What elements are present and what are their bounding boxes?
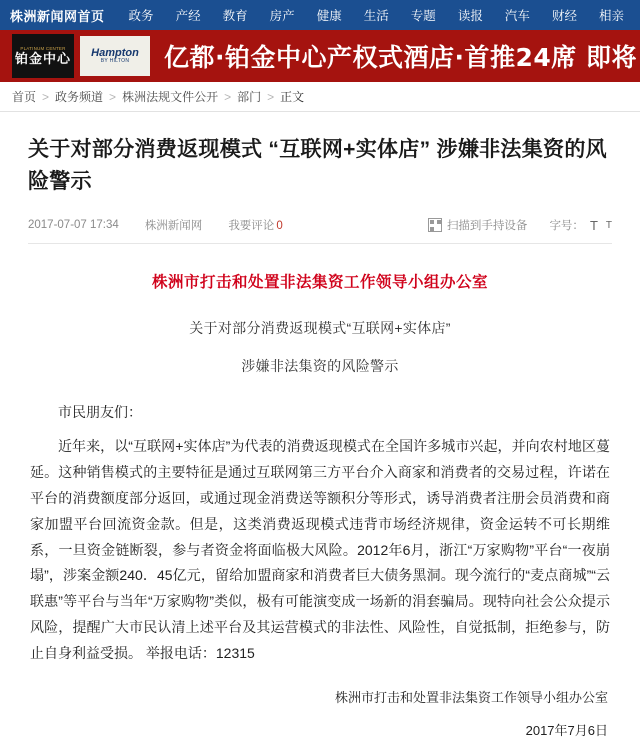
comment-count: 0 [276,220,283,232]
banner-logo-hampton [80,36,150,76]
site-logo-text[interactable]: 株洲新闻网首页 [10,8,105,24]
nav-item-2[interactable]: 教育 [222,9,248,23]
breadcrumb-separator-2: > [224,89,232,104]
banner-logo-hampton-name: Hampton [91,47,139,60]
nav-item-7[interactable]: 读报 [457,9,483,23]
advertisement-banner[interactable] [0,30,640,82]
banner-logo-platinum-big: 铂金中心 [14,50,71,66]
comment-label: 我要评论 [228,220,275,232]
nav-item-8[interactable]: 汽车 [504,9,530,23]
nav-item-1[interactable]: 产经 [175,9,201,23]
nav-item-9[interactable]: 财经 [551,9,577,23]
meta-tools [428,217,612,233]
nav-item-3[interactable]: 房产 [269,9,295,23]
breadcrumb-item-0[interactable]: 首页 [12,90,37,104]
article-body [0,270,640,739]
fontsize-label: 字号： [549,220,584,232]
article-header [0,134,640,244]
banner-logo-platinum-small: PLATINUM CENTER [20,45,66,51]
nav-item-0[interactable]: 政务 [128,9,154,23]
document-sign-date: 2017年7月6日 [525,723,608,739]
fontsize-small-button[interactable]: T [605,219,612,231]
breadcrumb-separator-0: > [42,89,50,104]
article-source: 株洲新闻网 [144,220,203,232]
breadcrumb-item-2[interactable]: 株洲法规文件公开 [122,90,219,104]
nav-item-6[interactable]: 专题 [410,9,436,23]
page-title: 关于对部分消费返现模式 “互联网+实体店” 涉嫌非法集资的风险警示 [28,138,607,193]
nav-item-5[interactable]: 生活 [363,9,389,23]
top-navigation-bar [0,0,640,30]
breadcrumb [0,82,640,112]
salutation: 市民朋友们： [58,404,142,420]
publish-date: 2017-07-07 17:34 [28,219,119,231]
nav-item-4[interactable]: 健康 [316,9,342,23]
article-meta-bar [28,217,612,244]
breadcrumb-separator-1: > [109,89,117,104]
document-subheading-line2: 涉嫌非法集资的风险警示 [241,358,399,374]
breadcrumb-item-1[interactable]: 政务频道 [55,90,104,104]
nav-item-10[interactable]: 相亲 [598,9,624,23]
fontsize-large-button[interactable]: T [589,217,598,233]
article-paragraph-0: 近年来，以“互联网+实体店”为代表的消费返现模式在全国许多城市兴起，并向农村地区蔓延。这种销售模式的主要特征是通过互联网第三方平台介入商家和消费者的交易过程，许诺在平台的消费额度部分返回，或通过现金消费送等额积分等形式，诱导消费者注册会员消费和商家加盟平台回流资金款。但是，这类消费返现模式违背市场经济规律，资金运转不可长期维系，一旦资金链断裂，参与者资金将面临极大风险。2012年6月，浙江“万家购物”平台“一夜崩塌”，涉案金额240．45亿元，留给加盟商家和消费者巨大债务黑洞。现今流行的“麦点商城”“云联惠”等平台与当年“万家购物”类似，极有可能演变成一场新的涓套骗局。现特向社会公众提示风险，提醒广大市民认清上述平台及其运营模式的非法性、风险性，自觉抵制，拒绝参与，防止自身利益受损。 举报电话：12315 [30,438,610,662]
banner-logo-hampton-sub: BY HILTON [100,58,130,65]
top-nav-links [119,6,640,24]
qr-code-icon[interactable] [428,218,442,232]
document-subheading-line1: 关于对部分消费返现模式“互联网+实体店” [189,320,451,336]
banner-logo-platinum [12,34,74,78]
breadcrumb-separator-3: > [267,89,275,104]
banner-headline: 亿都·铂金中心产权式酒店·首推24席 即将 [164,43,637,72]
breadcrumb-item-current: 正文 [280,90,305,104]
scan-label: 扫描到手持设备 [446,220,528,232]
comment-link[interactable] [228,217,282,233]
document-signature: 株洲市打击和处置非法集资工作领导小组办公室 [334,690,608,706]
breadcrumb-item-3[interactable]: 部门 [237,90,262,104]
document-issuer-heading: 株洲市打击和处置非法集资工作领导小组办公室 [151,274,488,291]
